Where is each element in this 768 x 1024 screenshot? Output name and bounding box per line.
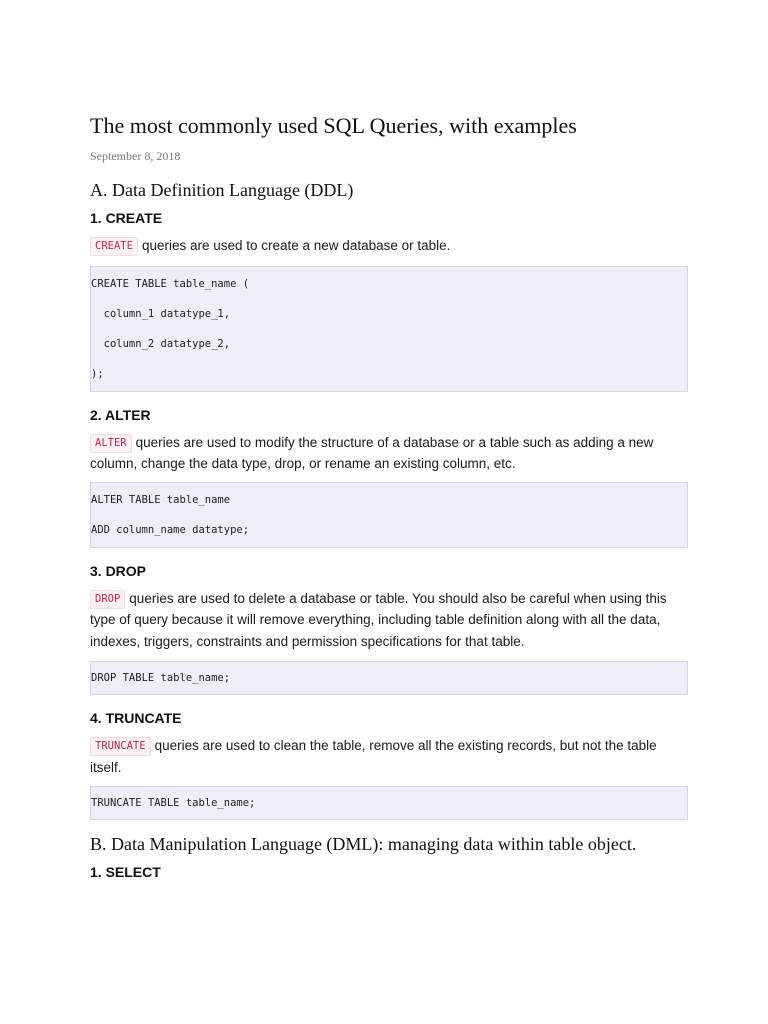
section-heading-dml: B. Data Manipulation Language (DML): managing data within table object. bbox=[90, 834, 637, 854]
create-code-tag: CREATE bbox=[90, 237, 138, 256]
alter-code-tag: ALTER bbox=[90, 434, 132, 453]
create-description bbox=[90, 235, 688, 257]
code-line: ADD column_name datatype; bbox=[91, 523, 250, 536]
subheading-truncate: 4. TRUNCATE bbox=[90, 710, 182, 726]
code-line: DROP TABLE table_name; bbox=[91, 672, 231, 684]
truncate-code-tag: TRUNCATE bbox=[90, 737, 151, 756]
truncate-description-text: queries are used to clean the table, remove all the existing records, but not the table itself. bbox=[90, 738, 657, 775]
create-code-block bbox=[90, 266, 688, 392]
subheading-drop: 3. DROP bbox=[90, 562, 147, 579]
code-line: column_2 datatype_2, bbox=[91, 337, 231, 350]
drop-code-block bbox=[90, 661, 688, 695]
article bbox=[90, 112, 688, 881]
drop-description bbox=[90, 588, 688, 653]
article-date: September 8, 2018 bbox=[90, 149, 181, 163]
code-line: column_1 datatype_1, bbox=[91, 307, 231, 320]
code-line: CREATE TABLE table_name ( bbox=[91, 277, 250, 290]
subheading-create: 1. CREATE bbox=[90, 210, 163, 226]
subheading-alter: 2. ALTER bbox=[90, 406, 151, 423]
code-line: ALTER TABLE table_name bbox=[91, 493, 231, 506]
truncate-code-block bbox=[90, 786, 688, 820]
subheading-select: 1. SELECT bbox=[90, 864, 161, 880]
section-heading-ddl: A. Data Definition Language (DDL) bbox=[90, 180, 354, 200]
create-description-text: queries are used to create a new database or table. bbox=[141, 238, 451, 253]
alter-description bbox=[90, 432, 688, 475]
code-line: TRUNCATE TABLE table_name; bbox=[91, 797, 256, 809]
truncate-description bbox=[90, 735, 688, 778]
drop-code-tag: DROP bbox=[90, 590, 125, 609]
code-line: ); bbox=[91, 367, 104, 380]
alter-description-text: queries are used to modify the structure of a database or a table such as adding a new column, change the data type, drop, or rename an existing column, etc. bbox=[90, 434, 654, 471]
alter-code-block bbox=[90, 482, 688, 548]
drop-description-text: queries are used to delete a database or table. You should also be careful when using this type of query because it will remove everything, including table definition along with all the data, indexes, triggers, constraints and permission specifications for that table. bbox=[90, 590, 667, 649]
article-title: The most commonly used SQL Queries, with examples bbox=[90, 113, 577, 138]
